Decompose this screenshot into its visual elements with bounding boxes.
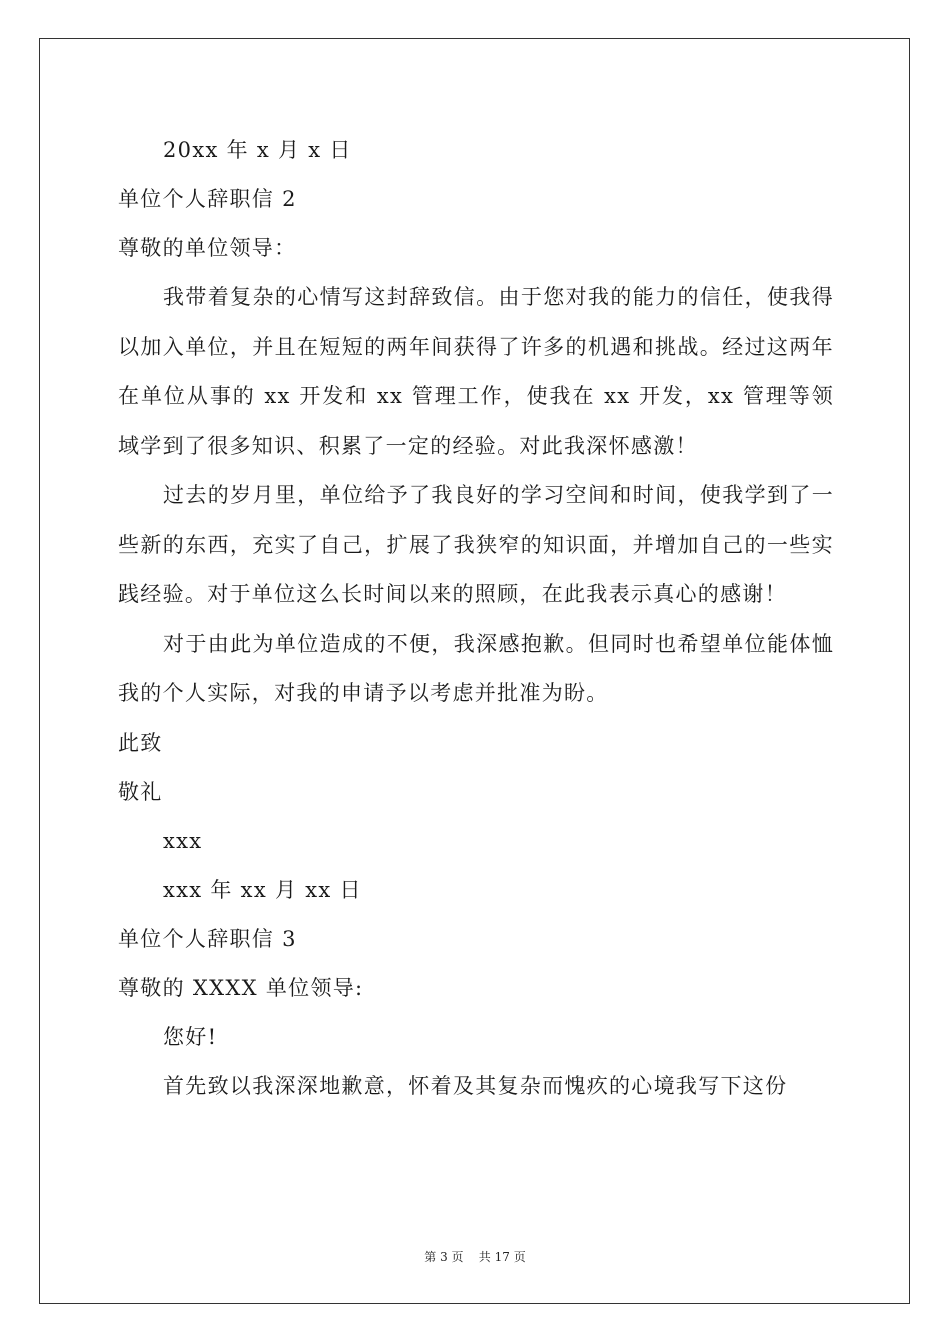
date-line: xxx 年 xx 月 xx 日: [163, 877, 362, 902]
greeting-line: 尊敬的 XXXX 单位领导:: [118, 975, 364, 1000]
paragraph: 我带着复杂的心情写这封辞致信。由于您对我的能力的信任，使我得以加入单位，并且在短短的两年间获得了许多的机遇和挑战。经过这两年在单位从事的 xx 开发和 xx 管理工作，使我在 xx 开发，xx 管理等领域学到了很多知识、积累了一定的经验。对此我深怀感激！: [118, 285, 834, 458]
paragraph: 对于由此为单位造成的不便，我深感抱歉。但同时也希望单位能体恤我的个人实际，对我的申请予以考虑并批准为盼。: [118, 631, 834, 705]
greeting-line: 尊敬的单位领导：: [118, 236, 297, 260]
page-number-footer: 第 3 页 共 17 页: [424, 1250, 526, 1264]
signature-line: xxx: [163, 828, 203, 853]
date-line: 20xx 年 x 月 x 日: [163, 138, 352, 162]
document-body: [118, 126, 834, 1111]
paragraph: 过去的岁月里，单位给予了我良好的学习空间和时间，使我学到了一些新的东西，充实了自己，扩展了我狭窄的知识面，并增加自己的一些实践经验。对于单位这么长时间以来的照顾，在此我表示真心的感谢！: [118, 483, 834, 606]
letter-title-3: 单位个人辞职信 3: [118, 926, 297, 951]
paragraph: 首先致以我深深地歉意，怀着及其复杂而愧疚的心境我写下这份: [163, 1073, 788, 1098]
letter-title-2: 单位个人辞职信 2: [118, 187, 297, 211]
closing-line: 此致: [118, 730, 163, 755]
closing-line: 敬礼: [118, 779, 163, 804]
salutation-line: 您好!: [163, 1024, 218, 1049]
